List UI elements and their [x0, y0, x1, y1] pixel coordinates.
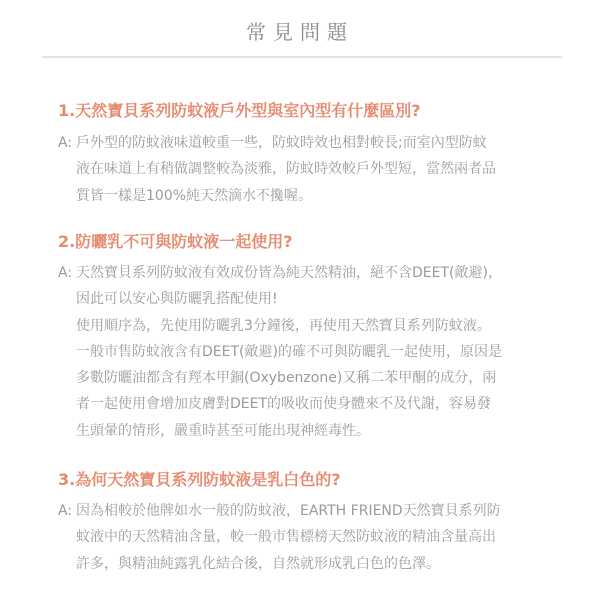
faq-answer-3: [58, 498, 501, 577]
answer-line: 因為相較於他牌如水一般的防蚊液，EARTH FRIEND天然寶貝系列防: [76, 503, 501, 519]
answer-line: 許多，與精油純露乳化結合後，自然就形成乳白色的色澤。: [76, 555, 440, 572]
answer-label: A:: [58, 265, 73, 281]
answer-line: 天然寶貝系列防蚊液有效成份皆為純天然精油，絕不含DEET(敵避)，: [76, 265, 502, 281]
answer-line: 多數防曬油都含有羥本甲銅(Oxybenzone)又稱二苯甲酮的成分，兩: [76, 370, 497, 387]
answer-line: 戶外型的防蚊液味道較重一些，防蚊時效也相對較長;而室內型防蚊: [76, 135, 487, 151]
answer-label: A:: [58, 135, 73, 151]
faq-question-3: 3.為何天然寶貝系列防蚊液是乳白色的?: [58, 470, 341, 489]
faq-answer-1: [58, 130, 496, 209]
answer-line: 一般市售防蚊液含有DEET(敵避)的確不可與防曬乳一起使用，原因是: [76, 343, 502, 360]
page-title: 常見問題: [246, 20, 354, 44]
answer-line: 蚊液中的天然精油含量，較一般市售標榜天然防蚊液的精油含量高出: [76, 529, 496, 546]
faq-question-2: 2.防曬乳不可與防蚊液一起使用?: [58, 232, 293, 251]
answer-line: 液在味道上有稍做調整較為淡雅，防蚊時效較戶外型短，當然兩者品: [76, 161, 496, 178]
answer-line: 者一起使用會增加皮膚對DEET的吸收而使身體來不及代謝，容易發: [76, 396, 492, 413]
answer-line: 因此可以安心與防曬乳搭配使用!: [76, 291, 278, 308]
answer-label: A:: [58, 503, 73, 519]
faq-question-1: 1.天然寶貝系列防蚊液戶外型與室內型有什麼區別?: [58, 101, 421, 120]
title-divider: [42, 56, 562, 58]
faq-answer-2: [58, 260, 502, 444]
answer-line: 質皆一樣是100%純天然滴水不攙喔。: [76, 187, 313, 204]
answer-line: 使用順序為，先使用防曬乳3分鐘後，再使用天然寶貝系列防蚊液。: [76, 317, 491, 334]
answer-line: 生頭暈的情形，嚴重時甚至可能出現神經毒性。: [76, 422, 370, 439]
